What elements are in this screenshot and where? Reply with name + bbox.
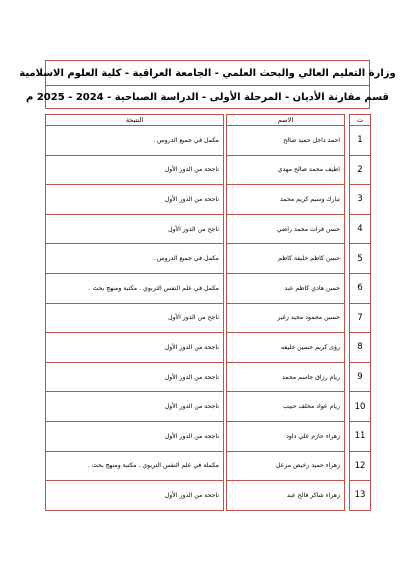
student-name: حسن فرات محمد راضي bbox=[227, 214, 345, 244]
table-row bbox=[46, 451, 371, 481]
student-name: ريام رزاق جاسم محمد bbox=[227, 362, 345, 392]
student-result: ناجحة من الدور الأول bbox=[46, 185, 224, 215]
student-name: ريام عواد مخلف حبيب bbox=[227, 392, 345, 422]
student-result: ناجح من الدور الأول bbox=[46, 303, 224, 333]
row-spacer bbox=[345, 185, 350, 215]
student-result: ناجحة من الدور الأول bbox=[46, 481, 224, 511]
row-spacer bbox=[224, 155, 227, 185]
table-row bbox=[46, 303, 371, 333]
table-header-row bbox=[46, 115, 371, 126]
column-spacer bbox=[224, 115, 227, 126]
student-name: حسين محمود مجيد زغير bbox=[227, 303, 345, 333]
student-name: زهراء حميد رخيص مزعل bbox=[227, 451, 345, 481]
student-name: زهراء حازم علي داود bbox=[227, 421, 345, 451]
row-spacer bbox=[345, 451, 350, 481]
student-result: ناجحة من الدور الأول bbox=[46, 155, 224, 185]
table-row bbox=[46, 481, 371, 511]
table-row bbox=[46, 273, 371, 303]
student-result: مكمل في علم النفس التربوي . مكتبة ومنهج بحث . bbox=[46, 273, 224, 303]
row-spacer bbox=[345, 155, 350, 185]
row-spacer bbox=[345, 421, 350, 451]
row-spacer bbox=[345, 214, 350, 244]
table-row bbox=[46, 185, 371, 215]
row-spacer bbox=[224, 333, 227, 363]
student-name: رؤى كريم حسين خليفه bbox=[227, 333, 345, 363]
row-number: 7 bbox=[350, 303, 371, 333]
row-number: 9 bbox=[350, 362, 371, 392]
row-spacer bbox=[224, 185, 227, 215]
student-name: حسن هادي كاظم عبد bbox=[227, 273, 345, 303]
row-spacer bbox=[224, 244, 227, 274]
table-row bbox=[46, 244, 371, 274]
row-number: 2 bbox=[350, 155, 371, 185]
student-result: ناجحة من الدور الأول bbox=[46, 392, 224, 422]
row-number: 12 bbox=[350, 451, 371, 481]
row-spacer bbox=[224, 273, 227, 303]
row-spacer bbox=[224, 451, 227, 481]
row-spacer bbox=[345, 244, 350, 274]
table-row bbox=[46, 392, 371, 422]
row-spacer bbox=[345, 126, 350, 156]
row-number: 5 bbox=[350, 244, 371, 274]
row-number: 3 bbox=[350, 185, 371, 215]
row-spacer bbox=[224, 362, 227, 392]
student-name: احمد داخل حميد صالح bbox=[227, 126, 345, 156]
header-ministry-line: وزارة التعليم العالي والبحث العلمي - الجامعة العراقية - كلية العلوم الاسلامية bbox=[19, 67, 396, 79]
row-number: 8 bbox=[350, 333, 371, 363]
row-spacer bbox=[224, 481, 227, 511]
student-result: ناجحة من الدور الأول bbox=[46, 333, 224, 363]
row-spacer bbox=[224, 214, 227, 244]
table-body bbox=[46, 126, 371, 511]
header-department-line: قسم مقارنة الأديان - المرحلة الأولى - الدراسة الصباحية - 2024 - 2025 م bbox=[46, 85, 369, 109]
row-number: 4 bbox=[350, 214, 371, 244]
student-result: ناجحة من الدور الأول bbox=[46, 362, 224, 392]
table-row bbox=[46, 421, 371, 451]
table-row bbox=[46, 126, 371, 156]
student-name: اطيف محمد صالح مهدي bbox=[227, 155, 345, 185]
column-header-name: الاسم bbox=[227, 115, 345, 126]
row-spacer bbox=[345, 481, 350, 511]
row-spacer bbox=[224, 126, 227, 156]
row-number: 10 bbox=[350, 392, 371, 422]
column-header-num: ت bbox=[350, 115, 371, 126]
row-spacer bbox=[345, 273, 350, 303]
column-header-result: النتيجة bbox=[46, 115, 224, 126]
column-spacer bbox=[345, 115, 350, 126]
row-number: 13 bbox=[350, 481, 371, 511]
student-results-table bbox=[45, 114, 371, 511]
table-row bbox=[46, 333, 371, 363]
student-name: حسن كاظم خليفة كاظم bbox=[227, 244, 345, 274]
student-result: ناجحة من الدور الأول bbox=[46, 421, 224, 451]
row-spacer bbox=[224, 303, 227, 333]
table-row bbox=[46, 214, 371, 244]
row-spacer bbox=[345, 333, 350, 363]
student-name: تبارك وسيم كريم محمد bbox=[227, 185, 345, 215]
row-number: 6 bbox=[350, 273, 371, 303]
row-spacer bbox=[224, 421, 227, 451]
student-result: مكملة في علم النفس التربوي . مكتبة ومنهج بحث . bbox=[46, 451, 224, 481]
row-number: 11 bbox=[350, 421, 371, 451]
table-row bbox=[46, 362, 371, 392]
row-spacer bbox=[345, 303, 350, 333]
row-number: 1 bbox=[350, 126, 371, 156]
row-spacer bbox=[224, 392, 227, 422]
student-name: زهراء شاكر فالح عبد bbox=[227, 481, 345, 511]
row-spacer bbox=[345, 362, 350, 392]
document-header bbox=[19, 60, 396, 109]
row-spacer bbox=[345, 392, 350, 422]
student-result: ناجح من الدور الأول bbox=[46, 214, 224, 244]
student-result: مكمل في جميع الدروس . bbox=[46, 244, 224, 274]
table-row bbox=[46, 155, 371, 185]
student-result: مكمل في جميع الدروس . bbox=[46, 126, 224, 156]
